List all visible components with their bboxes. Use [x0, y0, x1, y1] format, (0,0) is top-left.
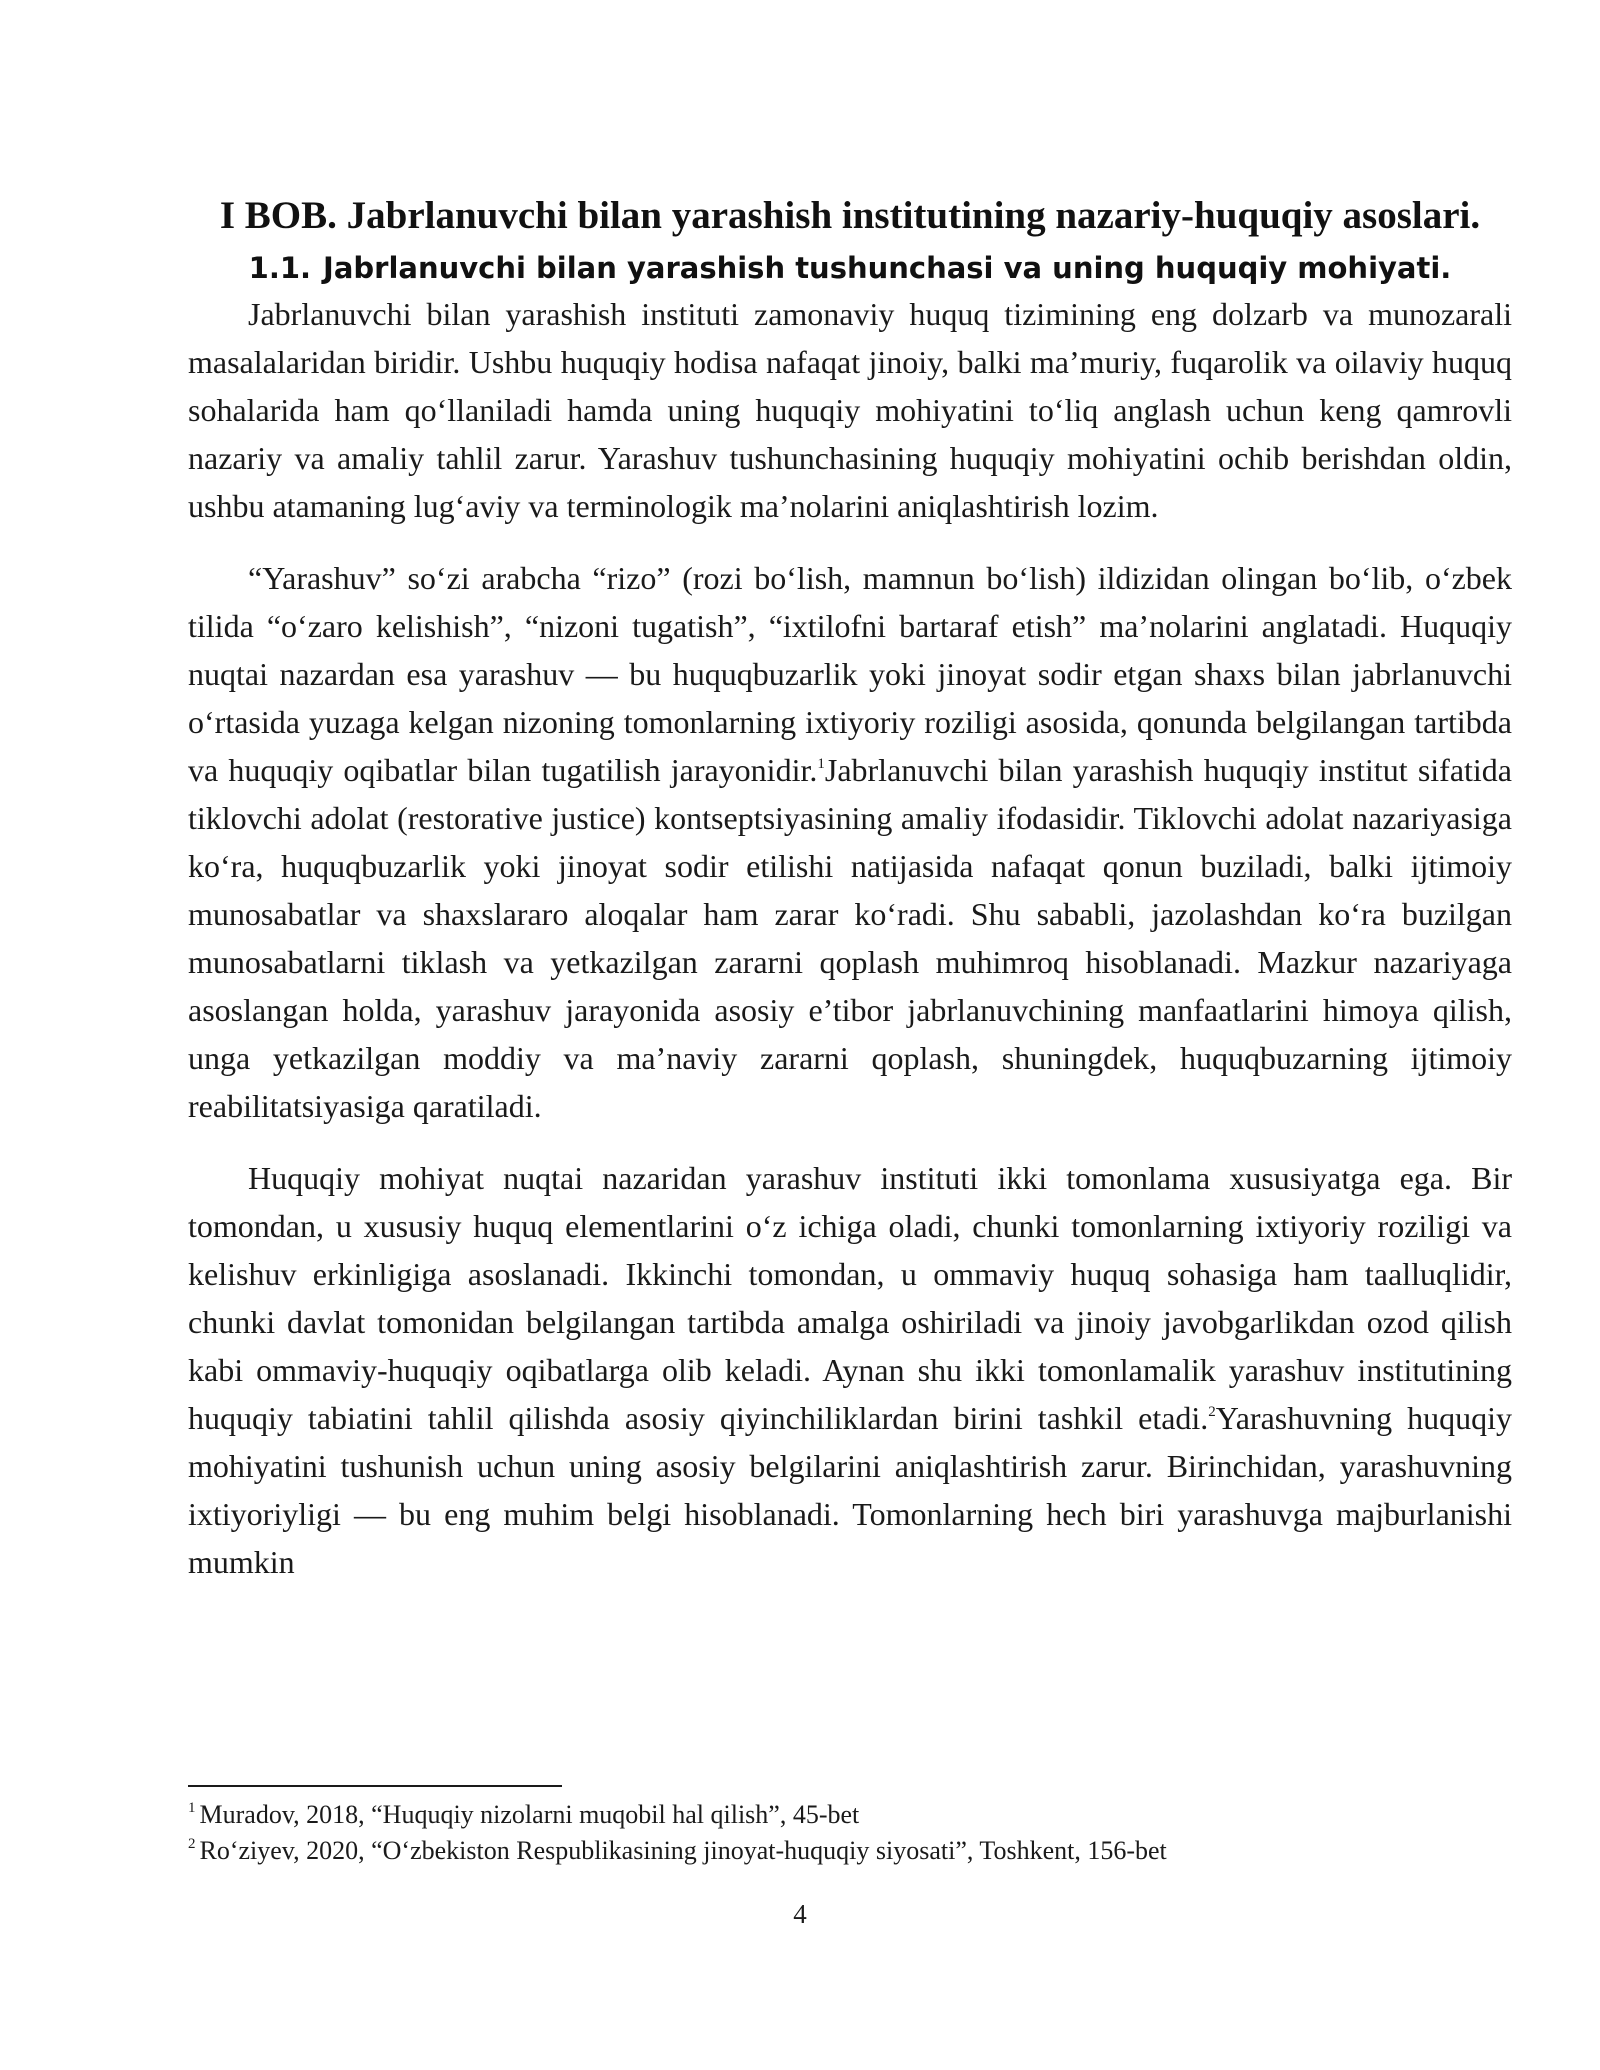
footnote-ref-2[interactable]: 2: [1208, 1404, 1216, 1420]
footnote-1-text: Muradov, 2018, “Huquqiy nizolarni muqobil hal qilish”, 45-bet: [199, 1800, 860, 1829]
section-title: Jabrlanuvchi bilan yarashish tushunchasi va uning huquqiy mohiyati.: [323, 251, 1452, 285]
paragraph-2-text-before-ref: “Yarashuv” so‘zi arabcha “rizo” (rozi bo‘lish, mamnun bo‘lish) ildizidan olingan bo‘lib, o‘zbek tilida “o‘zaro kelishish”, “nizoni tugatish”, “ixtilofni bartaraf etish” ma’nolarini anglatadi. Huquqiy nuqtai nazardan esa yarashuv — bu huquqbuzarlik yoki jinoyat sodir etgan shaxs bilan jabrlanuvchi o‘rtasida yuzaga kelgan nizoning tomonlarning ixtiyoriy roziligi asosida, qonunda belgilangan tartibda va huquqiy oqibatlar bilan tugatilish jarayonidir.: [188, 560, 1512, 788]
footnote-1-number: 1: [188, 1800, 196, 1816]
footnote-ref-1[interactable]: 1: [817, 756, 825, 772]
paragraph-1: Jabrlanuvchi bilan yarashish instituti zamonaviy huquq tizimining eng dolzarb va munozarali masalalaridan biridir. Ushbu huquqiy hodisa nafaqat jinoiy, balki ma’muriy, fuqarolik va oilaviy huquq sohalarida ham qo‘llaniladi hamda uning huquqiy mohiyatini to‘liq anglash uchun keng qamrovli nazariy va amaliy tahlil zarur. Yarashuv tushunchasining huquqiy mohiyatini ochib berishdan oldin, ushbu atamaning lug‘aviy va terminologik ma’nolarini aniqlashtirish lozim.: [188, 296, 1512, 524]
footnote-2-text: Ro‘ziyev, 2020, “O‘zbekiston Respublikasining jinoyat-huquqiy siyosati”, Toshkent, 156-bet: [199, 1836, 1167, 1865]
paragraph-2-text-after-ref: Jabrlanuvchi bilan yarashish huquqiy institut sifatida tiklovchi adolat (restorative justice) kontseptsiyasining amaliy ifodasidir. Tiklovchi adolat nazariyasiga ko‘ra, huquqbuzarlik yoki jinoyat sodir etilishi natijasida nafaqat qonun buziladi, balki ijtimoiy munosabatlar va shaxslararo aloqalar ham zarar ko‘radi. Shu sababli, jazolashdan ko‘ra buzilgan munosabatlarni tiklash va yetkazilgan zararni qoplash muhimroq hisoblanadi. Mazkur nazariyaga asoslangan holda, yarashuv jarayonida asosiy e’tibor jabrlanuvchining manfaatlarini himoya qilish, unga yetkazilgan moddiy va ma’naviy zararni qoplash, shuningdek, huquqbuzarning ijtimoiy reabilitatsiyasiga qaratiladi.: [188, 752, 1513, 1124]
paragraph-3-text-after-ref: Yarashuvning huquqiy mohiyatini tushunish uchun uning asosiy belgilarini aniqlashtirish zarur. Birinchidan, yarashuvning ixtiyoriyligi — bu eng muhim belgi hisoblanadi. Tomonlarning hech biri yarashuvga majburlanishi mumkin: [188, 1400, 1512, 1580]
page-content: [188, 190, 1512, 1586]
footnote-2: [188, 1833, 1512, 1869]
paragraph-3: [188, 1154, 1512, 1586]
chapter-title: I BOB. Jabrlanuvchi bilan yarashish institutining nazariy-huquqiy asoslari.: [219, 194, 1481, 237]
footnotes: [188, 1797, 1512, 1869]
paragraph-3-text-before-ref: Huquqiy mohiyat nuqtai nazaridan yarashuv instituti ikki tomonlama xususiyatga ega. Bir tomondan, u xususiy huquq elementlarini o‘z ichiga oladi, chunki tomonlarning ixtiyoriy roziligi va kelishuv erkinligiga asoslanadi. Ikkinchi tomondan, u ommaviy huquq sohasiga ham taalluqlidir, chunki davlat tomonidan belgilangan tartibda amalga oshiriladi va jinoiy javobgarlikdan ozod qilish kabi ommaviy-huquqiy oqibatlarga olib keladi. Aynan shu ikki tomonlamalik yarashuv institutining huquqiy tabiatini tahlil qilishda asosiy qiyinchiliklardan birini tashkil etadi.: [188, 1160, 1512, 1436]
paragraph-2: [188, 554, 1512, 1130]
page-number: 4: [793, 1899, 807, 1929]
section-number: 1.1.: [248, 251, 312, 285]
section-heading: [188, 246, 1512, 290]
footnote-separator: [188, 1785, 562, 1787]
footnote-1: [188, 1797, 1512, 1833]
footnote-2-number: 2: [188, 1836, 196, 1852]
